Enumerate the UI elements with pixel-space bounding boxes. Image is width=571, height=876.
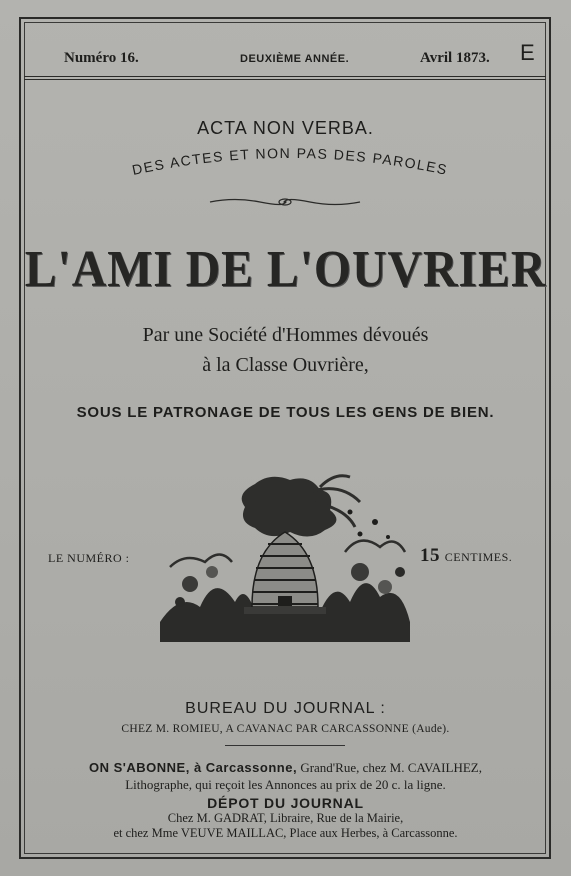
depot-line-2: et chez Mme VEUVE MAILLAC, Place aux Herbes, à Carcassonne.: [113, 826, 458, 840]
section-rule: [225, 745, 345, 746]
subscription-address: Grand'Rue, chez M. CAVAILHEZ,: [300, 760, 482, 775]
svg-text:DES ACTES ET NON PAS DES PAROL: [131, 145, 450, 178]
motto-arc: [90, 128, 490, 198]
subscription-line-2: Lithographe, qui reçoit les Annonces au prix de 20 c. la ligne.: [125, 777, 446, 792]
bureau-address: CHEZ M. ROMIEU, A CAVANAC PAR CARCASSONNE (Aude).: [121, 723, 450, 735]
header-rule-top: [24, 76, 546, 77]
corner-mark: E: [520, 40, 535, 65]
price-value: [420, 545, 512, 567]
patronage-line: SOUS LE PATRONAGE DE TOUS LES GENS DE BIEN.: [76, 404, 495, 421]
depot-line-1: Chez M. GADRAT, Libraire, Rue de la Mairie,: [167, 811, 404, 825]
subscription-line-1: [0, 760, 571, 776]
price-unit: CENTIMES.: [444, 550, 513, 564]
issue-date: Avril 1873.: [420, 50, 490, 66]
header-rule-bottom: [24, 79, 546, 80]
beehive-icon: [160, 472, 410, 642]
price-label: LE NUMÉRO :: [48, 551, 130, 565]
subscription-lead: ON S'ABONNE, à Carcassonne,: [89, 760, 298, 775]
bureau-title: BUREAU DU JOURNAL :: [185, 700, 386, 717]
price-amount: 15: [420, 545, 440, 566]
ornament-divider: [205, 195, 365, 209]
subtitle-line-2: à la Classe Ouvrière,: [202, 354, 369, 376]
issue-number: Numéro 16.: [64, 50, 139, 66]
depot-title: DÉPOT DU JOURNAL: [207, 795, 364, 811]
issue-year: DEUXIÈME ANNÉE.: [240, 53, 350, 65]
newspaper-title: L'AMI DE L'OUVRIER: [24, 241, 547, 298]
motto-latin: ACTA NON VERBA.: [197, 118, 374, 138]
motto-french: DES ACTES ET NON PAS DES PAROLES: [130, 144, 450, 178]
subtitle-line-1: Par une Société d'Hommes dévoués: [142, 324, 429, 346]
